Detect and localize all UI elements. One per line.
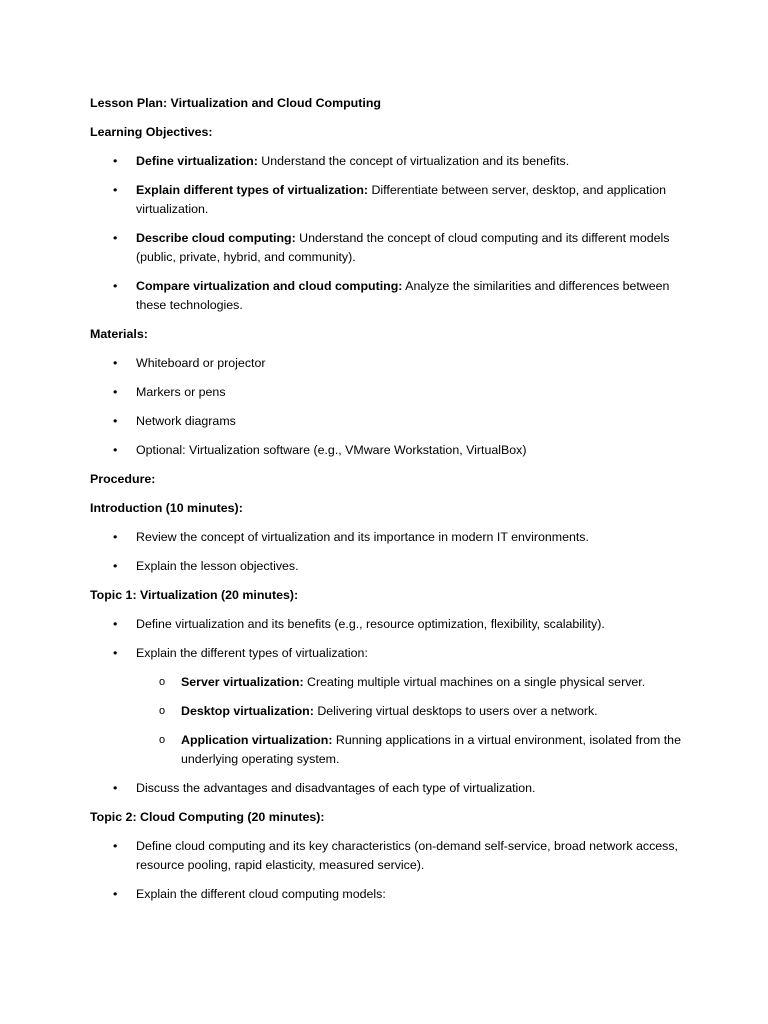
bullet-icon: • (113, 414, 118, 428)
material-text: Whiteboard or projector (136, 356, 266, 370)
list-item (90, 528, 690, 547)
objective-term: Define virtualization: (136, 154, 258, 168)
topic1-heading: Topic 1: Virtualization (20 minutes): (90, 588, 299, 602)
type-term: Application virtualization: (181, 733, 333, 747)
list-item (90, 644, 690, 769)
list-item (90, 152, 690, 171)
objective-text: Differentiate between server, desktop, and application virtualization. (136, 183, 667, 216)
objectives-heading: Learning Objectives: (90, 125, 213, 139)
introduction-list (90, 528, 690, 576)
list-item (90, 229, 690, 267)
sub-list-item (136, 673, 690, 692)
procedure-heading: Procedure: (90, 472, 156, 486)
intro-text: Explain the lesson objectives. (136, 559, 299, 573)
bullet-icon: • (113, 530, 118, 544)
objective-text: Understand the concept of cloud computing and its different models (public, private, hybrid, and community). (136, 231, 670, 264)
material-text: Markers or pens (136, 385, 226, 399)
topic1-text: Explain the different types of virtualization: (136, 646, 368, 660)
type-text: Delivering virtual desktops to users over a network. (313, 704, 598, 718)
sub-bullet-icon: o (159, 705, 166, 717)
topic2-list (90, 837, 690, 904)
list-item (90, 615, 690, 634)
bullet-icon: • (113, 646, 118, 660)
bullet-icon: • (113, 887, 118, 901)
introduction-heading: Introduction (10 minutes): (90, 501, 243, 515)
objective-text: Understand the concept of virtualization and its benefits. (257, 154, 570, 168)
sub-list-item (136, 731, 690, 769)
topic1-list (90, 615, 690, 798)
type-text: Running applications in a virtual environment, isolated from the underlying operating system. (181, 733, 681, 766)
list-item (90, 837, 690, 875)
bullet-icon: • (113, 443, 118, 457)
list-item (90, 441, 690, 460)
bullet-icon: • (113, 781, 118, 795)
topic1-text: Define virtualization and its benefits (e.g., resource optimization, flexibility, scalability). (136, 617, 605, 631)
type-term: Desktop virtualization: (181, 704, 314, 718)
type-text: Creating multiple virtual machines on a single physical server. (303, 675, 646, 689)
type-term: Server virtualization: (181, 675, 304, 689)
bullet-icon: • (113, 231, 118, 245)
materials-heading: Materials: (90, 327, 148, 341)
list-item (90, 383, 690, 402)
bullet-icon: • (113, 559, 118, 573)
objective-term: Compare virtualization and cloud computing: (136, 279, 403, 293)
topic1-text: Discuss the advantages and disadvantages of each type of virtualization. (136, 781, 536, 795)
bullet-icon: • (113, 385, 118, 399)
sub-bullet-icon: o (159, 734, 166, 746)
list-item (90, 277, 690, 315)
topic2-heading: Topic 2: Cloud Computing (20 minutes): (90, 810, 325, 824)
topic2-text: Explain the different cloud computing models: (136, 887, 386, 901)
list-item (90, 779, 690, 798)
objective-text: Analyze the similarities and differences between these technologies. (136, 279, 670, 312)
objectives-list (90, 152, 690, 315)
document-title: Lesson Plan: Virtualization and Cloud Computing (90, 96, 381, 110)
list-item (90, 557, 690, 576)
sub-bullet-icon: o (159, 676, 166, 688)
list-item (90, 412, 690, 431)
bullet-icon: • (113, 183, 118, 197)
bullet-icon: • (113, 356, 118, 370)
objective-term: Explain different types of virtualization: (136, 183, 369, 197)
bullet-icon: • (113, 154, 118, 168)
list-item (90, 354, 690, 373)
objective-term: Describe cloud computing: (136, 231, 296, 245)
sub-list-item (136, 702, 690, 721)
document-body (90, 94, 690, 914)
bullet-icon: • (113, 617, 118, 631)
materials-list (90, 354, 690, 460)
material-text: Optional: Virtualization software (e.g., VMware Workstation, VirtualBox) (136, 443, 527, 457)
virtualization-types-list (136, 673, 690, 769)
material-text: Network diagrams (136, 414, 236, 428)
topic2-text: Define cloud computing and its key characteristics (on-demand self-service, broad network access, resource pooling, rapid elasticity, measured service). (136, 839, 678, 872)
list-item (90, 885, 690, 904)
list-item (90, 181, 690, 219)
bullet-icon: • (113, 279, 118, 293)
bullet-icon: • (113, 839, 118, 853)
intro-text: Review the concept of virtualization and its importance in modern IT environments. (136, 530, 589, 544)
